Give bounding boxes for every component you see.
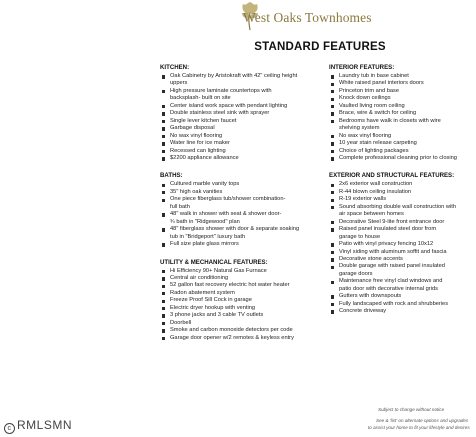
section-utility	[160, 259, 328, 343]
list-item: 48" fiberglass shower with door & separate soaking tub in "Bridgeport" luxury bath	[160, 226, 328, 241]
list-item: Knock down ceilings	[329, 95, 476, 102]
list-item: Double garage with raised panel insulated garage doors	[329, 263, 476, 278]
left-column	[160, 64, 328, 342]
list-item: Single lever kitchen faucet	[160, 118, 328, 125]
list-item: Full size plate glass mirrors	[160, 241, 328, 248]
section-title: BATHS:	[160, 172, 183, 180]
list-item: Center island work space with pendant lighting	[160, 103, 328, 110]
list-item: Garage door opener w/2 remotes & keyless entry	[160, 335, 328, 342]
list-item: Double stainless steel sink with sprayer	[160, 110, 328, 117]
list-item: One piece fiberglass tub/shower combination- full bath	[160, 196, 328, 211]
feature-list	[160, 181, 328, 248]
list-item: Freeze Proof Sill Cock in garage	[160, 297, 328, 304]
list-item: Garbage disposal	[160, 125, 328, 132]
list-item: Electric dryer hookup with venting	[160, 305, 328, 312]
list-item: Oak Cabinetry by Aristokraft with 42" ceiling height uppers	[160, 73, 328, 88]
list-item: Complete professional cleaning prior to closing	[329, 155, 476, 162]
list-item: Laundry tub in base cabinet	[329, 73, 476, 80]
list-item: Princeton trim and base	[329, 88, 476, 95]
list-item: Central air conditioning	[160, 275, 328, 282]
list-item: 35" high oak vanities	[160, 189, 328, 196]
list-item: Raised panel insulated steel door from garage to house	[329, 226, 476, 241]
section-title: EXTERIOR AND STRUCTURAL FEATURES:	[329, 172, 455, 180]
list-item: Sound absorbing double wall construction with air space between homes	[329, 204, 476, 219]
note-options: See & 'list' on alternate options and upgrades	[376, 418, 469, 423]
list-item: Recessed can lighting	[160, 148, 328, 155]
section-title: KITCHEN:	[160, 64, 190, 71]
list-item: Bedrooms have walk in closets with wire shelving system	[329, 118, 476, 133]
list-item: 3 phone jacks and 3 cable TV outlets	[160, 312, 328, 319]
list-item: Water line for ice maker	[160, 140, 328, 147]
list-item: Decorative stone accents	[329, 256, 476, 263]
list-item: 10 year stain release carpeting	[329, 140, 476, 147]
section-baths	[160, 172, 328, 248]
note-lifestyle: to assist your home to fit your lifestyle and desires	[368, 425, 470, 430]
list-item: Concrete driveway	[329, 308, 476, 315]
list-item: 2x6 exterior wall construction	[329, 181, 476, 188]
list-item: $2200 appliance allowance	[160, 155, 328, 162]
section-exterior	[329, 172, 476, 315]
section-title: INTERIOR FEATURES:	[329, 64, 395, 71]
list-item: Gutters with downspouts	[329, 293, 476, 300]
list-item: Decorative Steel 9-lite front entrance door	[329, 219, 476, 226]
feature-list	[329, 73, 476, 162]
list-item: Cultured marble vanity tops	[160, 181, 328, 188]
section-kitchen	[160, 64, 328, 162]
list-item: Brace, wire & switch for ceiling	[329, 110, 476, 117]
list-item: Hi Efficiency 90+ Natural Gas Furnace	[160, 268, 328, 275]
list-item: 48" walk in shower with seat & shower door- ¾ bath in "Ridgewood" plan	[160, 211, 328, 226]
logo-text: West Oaks Townhomes	[243, 10, 372, 25]
page-title: STANDARD FEATURES	[254, 41, 386, 53]
feature-list	[329, 181, 476, 315]
list-item: Vinyl siding with aluminum soffit and fascia	[329, 249, 476, 256]
logo	[228, 0, 418, 36]
copyright-icon: c	[4, 423, 15, 434]
note-subject-to-change: Subject to change without notice	[378, 407, 445, 412]
right-column	[329, 64, 476, 316]
feature-list	[160, 268, 328, 343]
list-item: Fully landscaped with rock and shrubberies	[329, 301, 476, 308]
list-item: Choice of lighting packages	[329, 148, 476, 155]
list-item: No wax vinyl flooring	[329, 133, 476, 140]
list-item: 52 gallon fast recovery electric hot water heater	[160, 282, 328, 289]
list-item: R-19 exterior walls	[329, 196, 476, 203]
list-item: Doorbell	[160, 320, 328, 327]
feature-list	[160, 73, 328, 162]
list-item: Patio with vinyl privacy fencing 10x12	[329, 241, 476, 248]
section-title: UTILITY & MECHANICAL FEATURES:	[160, 258, 268, 266]
list-item: White raised panel interiors doors	[329, 80, 476, 87]
watermark	[0, 416, 80, 437]
list-item: R-44 blown ceiling insulation	[329, 189, 476, 196]
list-item: High pressure laminate countertops with backsplash- built on site	[160, 88, 328, 103]
section-interior	[329, 64, 476, 162]
list-item: Smoke and carbon monoxide detectors per code	[160, 327, 328, 334]
list-item: Radon abatement system	[160, 290, 328, 297]
watermark-text: RMLSMN	[17, 418, 73, 432]
list-item: Maintenance free vinyl clad windows and patio door with decorative internal grids	[329, 278, 476, 293]
list-item: Vaulted living room ceiling	[329, 103, 476, 110]
list-item: No wax vinyl flooring	[160, 133, 328, 140]
